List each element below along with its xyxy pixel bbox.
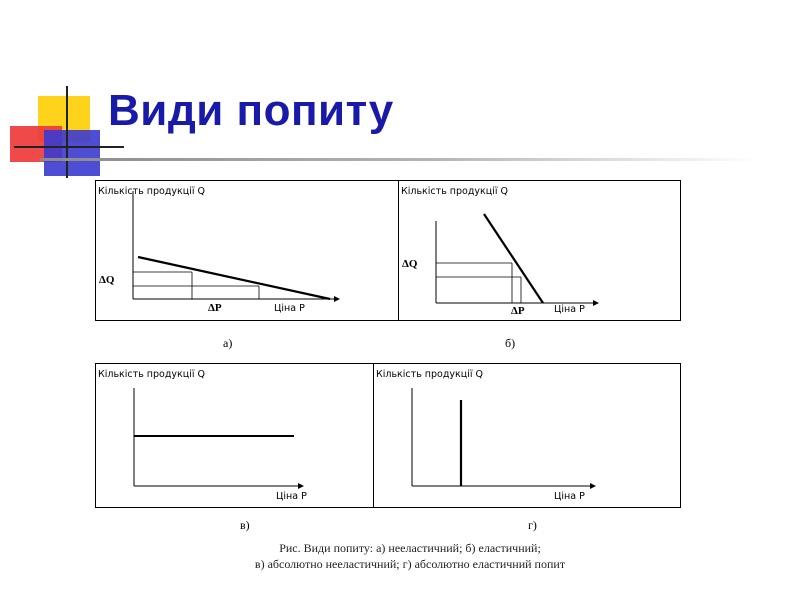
panel-v-graph bbox=[96, 364, 376, 509]
panel-b-label: б) bbox=[505, 336, 516, 350]
title-underline bbox=[40, 158, 760, 161]
panel-v-label: в) bbox=[240, 518, 250, 532]
delta-p-label: ΔP bbox=[511, 305, 525, 317]
panel-a-label: а) bbox=[223, 336, 233, 350]
x-axis-arrow bbox=[298, 483, 304, 489]
figure-caption bbox=[150, 540, 670, 572]
demand-curve bbox=[138, 257, 330, 299]
caption-line-2: в) абсолютно нееластичний; г) абсолютно еластичний попит bbox=[254, 557, 566, 571]
x-axis-arrow bbox=[593, 300, 599, 306]
panel-g-label: г) bbox=[528, 518, 537, 532]
x-axis-arrow bbox=[334, 296, 340, 302]
y-axis-label: Кількість продукції Q bbox=[376, 369, 484, 380]
x-axis-label: Ціна P bbox=[274, 303, 305, 314]
x-axis-arrow bbox=[590, 483, 596, 489]
panel-b-graph bbox=[399, 181, 682, 322]
y-axis-label: Кількість продукції Q bbox=[401, 186, 509, 197]
y-axis-label: Кількість продукції Q bbox=[98, 369, 206, 380]
panel-a-inelastic bbox=[95, 180, 400, 321]
panel-g-perfectly-elastic bbox=[373, 363, 681, 508]
panel-b-elastic bbox=[398, 180, 681, 321]
x-axis-label: Ціна P bbox=[554, 304, 585, 315]
demand-curve bbox=[484, 214, 543, 303]
deco-blue-square bbox=[44, 130, 100, 176]
panel-a-graph bbox=[96, 181, 401, 322]
delta-q-label: ΔQ bbox=[402, 258, 418, 270]
page-title: Види попиту bbox=[108, 86, 394, 135]
panel-g-graph bbox=[374, 364, 682, 509]
deco-horizontal-line bbox=[14, 146, 124, 148]
panel-v-perfectly-inelastic bbox=[95, 363, 375, 508]
x-axis-label: Ціна P bbox=[554, 491, 585, 502]
deco-vertical-line bbox=[66, 86, 68, 178]
y-axis-label: Кількість продукції Q bbox=[98, 186, 206, 197]
caption-line-1: Рис. Види попиту: а) нееластичний; б) еластичний; bbox=[279, 541, 541, 555]
delta-p-label: ΔP bbox=[208, 302, 222, 314]
x-axis-label: Ціна P bbox=[276, 491, 307, 502]
delta-q-label: ΔQ bbox=[99, 274, 115, 286]
